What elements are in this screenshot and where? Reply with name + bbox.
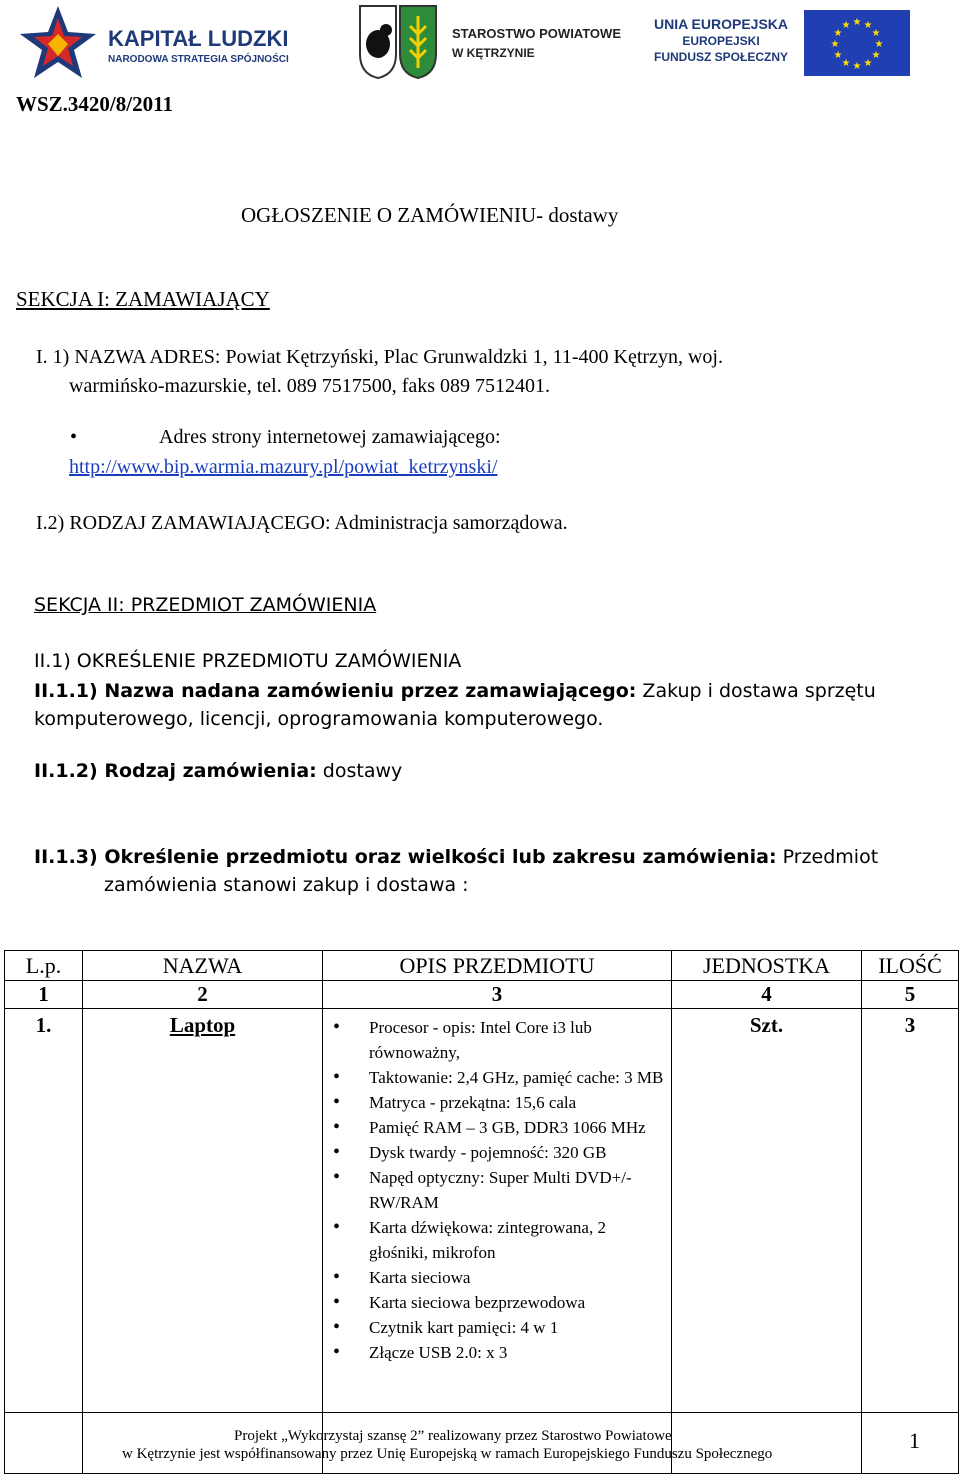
section-1-name-address — [36, 343, 723, 401]
name-address-label: I. 1) NAZWA ADRES — [36, 346, 215, 368]
header-name: NAZWA — [83, 951, 323, 981]
row-quantity: 3 — [862, 1009, 959, 1474]
svg-text:★: ★ — [852, 61, 862, 72]
section-2-1-3 — [34, 843, 878, 899]
coat-of-arms-icon — [356, 4, 440, 80]
svg-text:★: ★ — [871, 50, 881, 61]
section-2-heading: SEKCJA II: PRZEDMIOT ZAMÓWIENIA — [34, 594, 377, 616]
footer-line-1: Projekt „Wykorzystaj szansę 2” realizowany przez Starostwo Powiatowe — [234, 1428, 672, 1444]
svg-text:★: ★ — [871, 28, 881, 39]
eu-subtitle-1: EUROPEJSKI — [682, 34, 760, 48]
header-quantity: ILOŚĆ — [862, 951, 959, 981]
spec-item: • Karta dźwiękowa: zintegrowana, 2 głośniki, mikrofon — [323, 1215, 671, 1265]
spec-item: • Napęd optyczny: Super Multi DVD+/-RW/RAM — [323, 1165, 671, 1215]
order-type-label: II.1.2) Rodzaj zamówienia: — [34, 760, 317, 782]
document-reference: WSZ.3420/8/2011 — [16, 92, 173, 116]
spec-item: • Taktowanie: 2,4 GHz, pamięć cache: 3 MB — [323, 1065, 671, 1090]
contracting-type-label: I.2) RODZAJ ZAMAWIAJĄCEGO — [36, 512, 325, 534]
starostwo-subtitle: W KĘTRZYNIE — [452, 46, 535, 60]
eu-flag-icon — [804, 10, 910, 76]
column-number: 4 — [672, 981, 862, 1009]
kapital-ludzki-logo — [18, 4, 289, 80]
website-link[interactable]: http://www.bip.warmia.mazury.pl/powiat_ketrzynski/ — [69, 456, 498, 478]
spec-item: • Złącze USB 2.0: x 3 — [323, 1340, 671, 1365]
section-2-1-1 — [34, 677, 876, 733]
svg-text:★: ★ — [841, 20, 851, 31]
eu-logo — [646, 10, 910, 76]
document-title: OGŁOSZENIE O ZAMÓWIENIU- dostawy — [241, 203, 619, 227]
spec-item: • Dysk twardy - pojemność: 320 GB — [323, 1140, 671, 1165]
header-lp: L.p. — [5, 951, 83, 981]
order-scope-value: Przedmiot — [776, 846, 879, 868]
order-type-value: dostawy — [316, 760, 403, 782]
table-row — [5, 1009, 959, 1474]
header-unit: JEDNOSTKA — [672, 951, 862, 981]
row-lp: 1. — [5, 1009, 83, 1474]
column-number: 3 — [323, 981, 672, 1009]
kapital-ludzki-subtitle: NARODOWA STRATEGIA SPÓJNOŚCI — [108, 54, 289, 65]
spec-item: • Matryca - przekątna: 15,6 cala — [323, 1090, 671, 1115]
order-scope-label: II.1.3) Określenie przedmiotu oraz wielkości lub zakresu zamówienia: — [34, 846, 777, 868]
name-address-value-2: warmińsko-mazurskie, tel. 089 7517500, faks 089 7512401. — [69, 375, 551, 397]
column-number: 2 — [83, 981, 323, 1009]
spec-item: • Karta sieciowa bezprzewodowa — [323, 1290, 671, 1315]
row-name-cell — [83, 1009, 323, 1474]
svg-text:★: ★ — [863, 20, 873, 31]
row-name: Laptop — [169, 1013, 236, 1037]
page-number: 1 — [909, 1428, 920, 1453]
eu-title: UNIA EUROPEJSKA — [653, 16, 789, 32]
section-2-1-heading: II.1) OKREŚLENIE PRZEDMIOTU ZAMÓWIENIA — [34, 650, 462, 672]
header-description: OPIS PRZEDMIOTU — [323, 951, 672, 981]
column-number: 1 — [5, 981, 83, 1009]
svg-text:★: ★ — [874, 39, 884, 50]
table-header-row — [5, 951, 959, 981]
svg-text:★: ★ — [852, 17, 862, 28]
contracting-type — [36, 512, 568, 535]
eu-subtitle-2: FUNDUSZ SPOŁECZNY — [653, 50, 788, 64]
spec-item: • Karta sieciowa — [323, 1265, 671, 1290]
spec-item: • Pamięć RAM – 3 GB, DDR3 1066 MHz — [323, 1115, 671, 1140]
row-unit: Szt. — [672, 1009, 862, 1474]
order-name-value: Zakup i dostawa sprzętu — [636, 680, 876, 702]
kapital-ludzki-star-icon — [18, 4, 100, 80]
order-name-label: II.1.1) Nazwa nadana zamówieniu przez zamawiającego: — [34, 680, 637, 702]
svg-text:★: ★ — [841, 58, 851, 69]
kapital-ludzki-title: KAPITAŁ LUDZKI — [108, 26, 289, 51]
starostwo-title: STAROSTWO POWIATOWE — [452, 26, 621, 41]
starostwo-logo — [356, 4, 621, 82]
svg-text:★: ★ — [833, 50, 843, 61]
footer-line-2: w Kętrzynie jest współfinansowany przez Unię Europejską w ramach Europejskiego Funduszu Społecznego — [122, 1446, 773, 1462]
svg-text:★: ★ — [830, 39, 840, 50]
contracting-type-value: : Administracja samorządowa. — [324, 512, 568, 534]
row-description — [323, 1009, 672, 1474]
svg-text:★: ★ — [863, 58, 873, 69]
table-number-row — [5, 981, 959, 1009]
section-2-1-2 — [34, 760, 402, 782]
spec-item: • Procesor - opis: Intel Core i3 lub równoważny, — [323, 1015, 671, 1065]
items-table — [4, 950, 959, 1474]
order-scope-value-2: zamówienia stanowi zakup i dostawa : — [104, 874, 469, 896]
order-name-value-2: komputerowego, licencji, oprogramowania komputerowego. — [34, 708, 604, 730]
spec-list — [323, 1009, 671, 1365]
svg-text:★: ★ — [833, 28, 843, 39]
spec-item: • Czytnik kart pamięci: 4 w 1 — [323, 1315, 671, 1340]
column-number: 5 — [862, 981, 959, 1009]
website-label: Adres strony internetowej zamawiającego: — [159, 426, 501, 448]
section-1-heading: SEKCJA I: ZAMAWIAJĄCY — [16, 287, 270, 311]
footer-divider — [4, 1412, 958, 1413]
name-address-value: : Powiat Kętrzyński, Plac Grunwaldzki 1, 11-400 Kętrzyn, woj. — [214, 346, 723, 368]
bullet-icon: • — [70, 426, 78, 448]
